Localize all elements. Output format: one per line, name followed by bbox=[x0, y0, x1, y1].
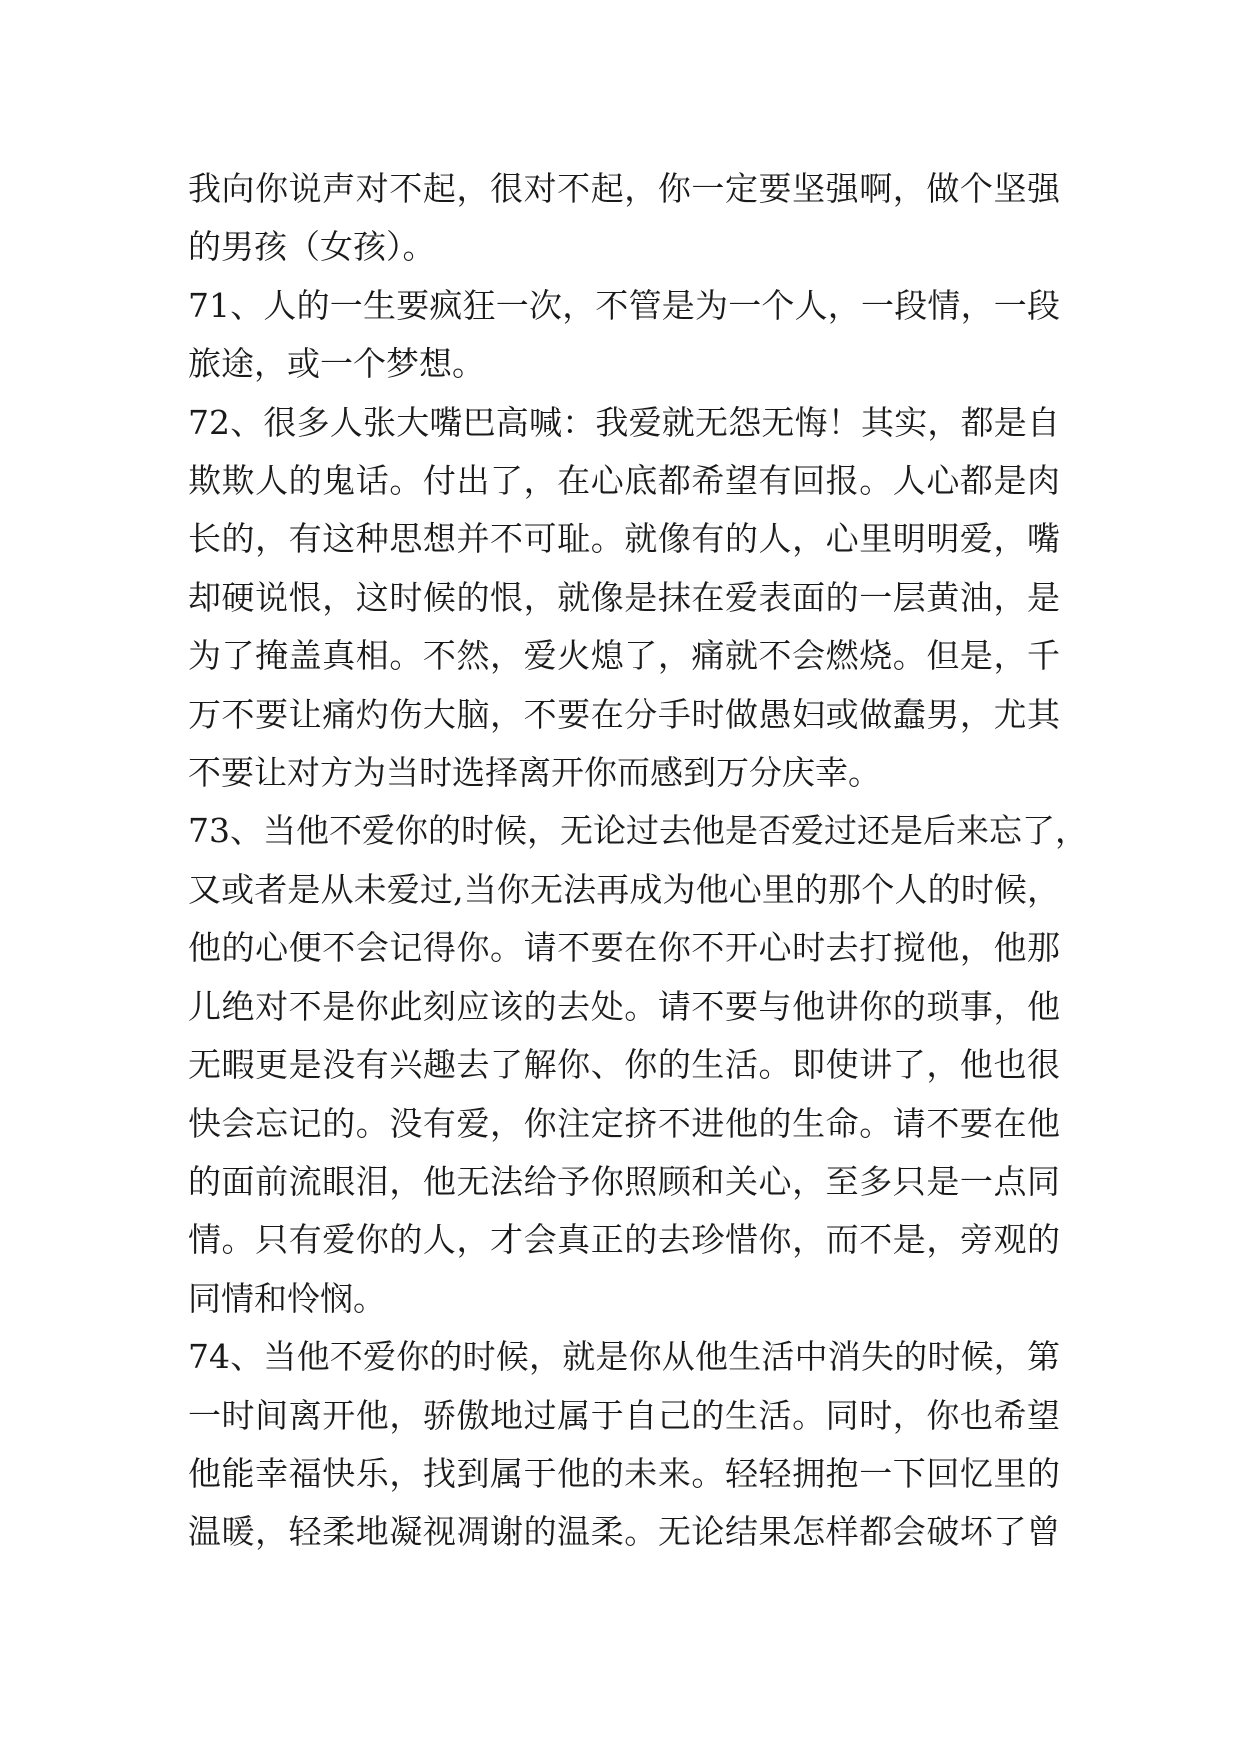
paragraph-74 bbox=[188, 1328, 1060, 1562]
text-line: 74、当他不爱你的时候，就是你从他生活中消失的时候，第 bbox=[188, 1337, 1060, 1377]
text-line: 情。只有爱你的人，才会真正的去珍惜你，而不是，旁观的 bbox=[188, 1220, 1060, 1260]
text-line: 的面前流眼泪，他无法给予你照顾和关心，至多只是一点同 bbox=[188, 1161, 1060, 1201]
text-line: 却硬说恨，这时候的恨，就像是抹在爱表面的一层黄油，是 bbox=[188, 577, 1060, 617]
text-line: 不要让对方为当时选择离开你而感到万分庆幸。 bbox=[188, 753, 881, 793]
text-line: 71、人的一生要疯狂一次，不管是为一个人，一段情，一段 bbox=[188, 285, 1060, 325]
document-body bbox=[188, 160, 1088, 1562]
text-line: 我向你说声对不起，很对不起，你一定要坚强啊，做个坚强 bbox=[188, 169, 1060, 208]
text-line: 他能幸福快乐，找到属于他的未来。轻轻拥抱一下回忆里的 bbox=[188, 1453, 1060, 1493]
text-line: 73、当他不爱你的时候，无论过去他是否爱过还是后来忘了， bbox=[188, 811, 1088, 851]
paragraph-72 bbox=[188, 394, 1060, 803]
text-line: 同情和怜悯。 bbox=[188, 1278, 386, 1318]
text-line: 儿绝对不是你此刻应该的去处。请不要与他讲你的琐事，他 bbox=[188, 986, 1060, 1026]
text-line: 无暇更是没有兴趣去了解你、你的生活。即使讲了，他也很 bbox=[188, 1045, 1060, 1085]
paragraph-73 bbox=[188, 802, 1088, 1328]
text-line: 一时间离开他，骄傲地过属于自己的生活。同时，你也希望 bbox=[188, 1395, 1060, 1435]
text-line: 又或者是从未爱过,当你无法再成为他心里的那个人的时候， bbox=[188, 869, 1060, 909]
text-line: 旅途，或一个梦想。 bbox=[188, 344, 485, 384]
text-line: 为了掩盖真相。不然，爱火熄了，痛就不会燃烧。但是，千 bbox=[188, 636, 1060, 676]
text-line: 的男孩（女孩）。 bbox=[188, 227, 436, 267]
text-line: 万不要让痛灼伤大脑，不要在分手时做愚妇或做蠢男，尤其 bbox=[188, 694, 1060, 734]
text-line: 快会忘记的。没有爱，你注定挤不进他的生命。请不要在他 bbox=[188, 1103, 1060, 1143]
text-line: 他的心便不会记得你。请不要在你不开心时去打搅他，他那 bbox=[188, 928, 1060, 968]
text-line: 欺欺人的鬼话。付出了，在心底都希望有回报。人心都是肉 bbox=[188, 461, 1060, 501]
text-line: 温暖，轻柔地凝视凋谢的温柔。无论结果怎样都会破坏了曾 bbox=[188, 1512, 1060, 1552]
paragraph-71 bbox=[188, 277, 1060, 394]
paragraph-intro bbox=[188, 160, 1060, 277]
text-line: 72、很多人张大嘴巴高喊：我爱就无怨无悔！其实，都是自 bbox=[188, 402, 1060, 442]
text-line: 长的，有这种思想并不可耻。就像有的人，心里明明爱，嘴 bbox=[188, 519, 1060, 559]
